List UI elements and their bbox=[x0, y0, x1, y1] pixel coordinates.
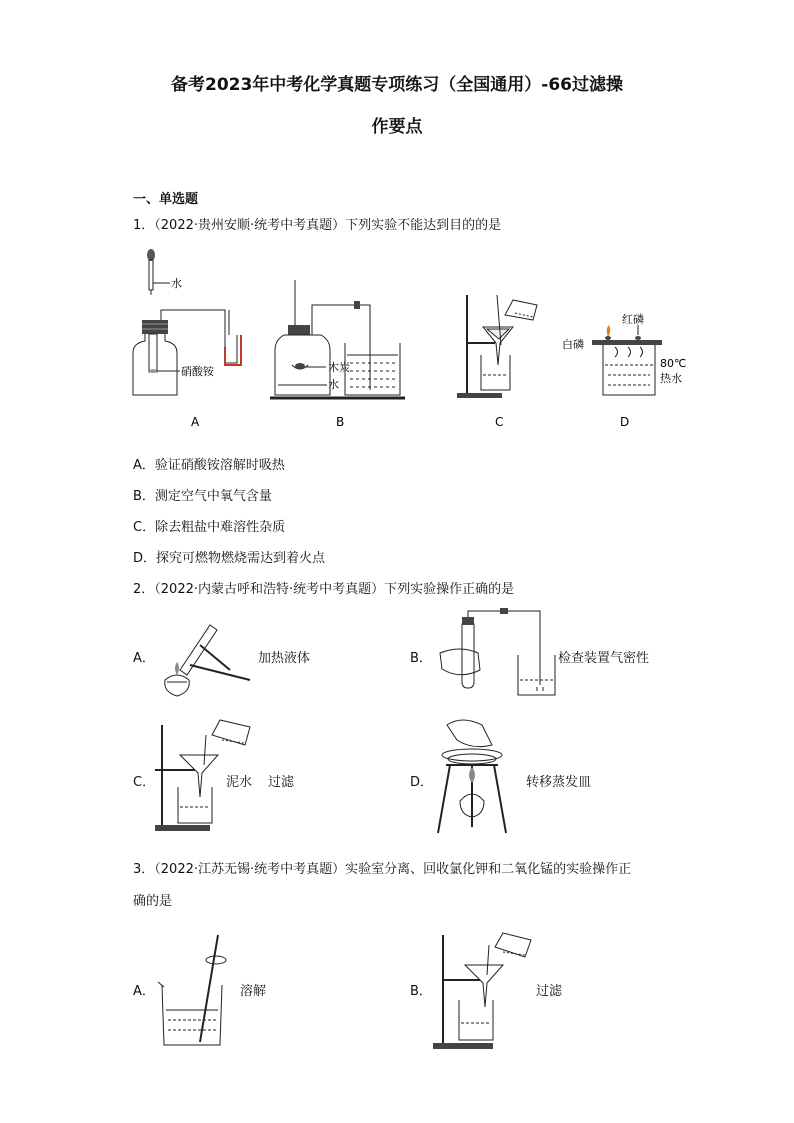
q1-figure-d bbox=[560, 245, 690, 429]
fig-d-caption: D bbox=[620, 415, 630, 429]
q2-stem: 2．（2022·内蒙古呼和浩特·统考中考真题）下列实验操作正确的是 bbox=[133, 582, 515, 597]
q2-figure-a bbox=[155, 610, 265, 700]
q2-figure-d bbox=[432, 715, 522, 835]
q3-stem-line2: 确的是 bbox=[133, 894, 173, 909]
fig-a-water-label: 水 bbox=[171, 277, 182, 290]
q2-option-b-letter: B． bbox=[410, 651, 432, 666]
q1-stem: 1．（2022·贵州安顺·统考中考真题）下列实验不能达到目的的是 bbox=[133, 218, 502, 233]
fig-a-caption: A bbox=[191, 415, 200, 429]
q3-option-b-letter: B． bbox=[410, 984, 432, 999]
fig-b-water-label: 水 bbox=[328, 378, 339, 391]
q3-stem-line1: 3．（2022·江苏无锡·统考中考真题）实验室分离、回收氯化钾和二氧化锰的实验操作正 bbox=[133, 862, 632, 877]
q2-option-b-text: 检查装置气密性 bbox=[558, 651, 650, 666]
q2-option-d-text: 转移蒸发皿 bbox=[526, 775, 592, 790]
fig-b-caption: B bbox=[336, 415, 345, 429]
fig-d-temp-label: 80℃ bbox=[660, 357, 687, 370]
fig-a-salt-label: 硝酸铵 bbox=[181, 365, 214, 378]
q1-figure-a bbox=[125, 245, 255, 429]
fig-d-red-label: 红磷 bbox=[622, 313, 644, 326]
fig-d-white-label: 白磷 bbox=[562, 338, 584, 351]
q2-option-a-text: 加热液体 bbox=[258, 651, 311, 666]
q3-option-a-text: 溶解 bbox=[240, 984, 267, 999]
q1-option-a: A．验证硝酸铵溶解时吸热 bbox=[133, 458, 285, 473]
q1-figure-b bbox=[270, 245, 420, 429]
section-heading: 一、单选题 bbox=[133, 192, 199, 207]
fig-c-caption: C bbox=[495, 415, 504, 429]
q2-figure-b bbox=[430, 605, 570, 695]
q2-option-c-text: 过滤 bbox=[268, 775, 295, 790]
q1-option-d: D．探究可燃物燃烧需达到着火点 bbox=[133, 551, 326, 566]
doc-title-line1: 备考2023年中考化学真题专项练习（全国通用）-66过滤操 bbox=[170, 75, 624, 95]
q2-option-c-label: 泥水 bbox=[226, 775, 253, 790]
q3-option-a-letter: A． bbox=[133, 984, 155, 999]
q2-option-a-letter: A． bbox=[133, 651, 155, 666]
q2-option-d-letter: D． bbox=[410, 775, 434, 790]
q3-figure-b bbox=[425, 925, 545, 1055]
q3-figure-a bbox=[150, 930, 250, 1050]
q1-option-b: B．测定空气中氧气含量 bbox=[133, 489, 272, 504]
q1-figure-c bbox=[455, 245, 545, 429]
q1-option-c: C．除去粗盐中难溶性杂质 bbox=[133, 520, 286, 535]
doc-title-line2: 作要点 bbox=[371, 117, 423, 137]
q3-option-b-text: 过滤 bbox=[536, 984, 563, 999]
fig-d-hot-label: 热水 bbox=[660, 372, 682, 385]
q2-option-c-letter: C． bbox=[133, 775, 156, 790]
fig-b-charcoal-label: 木炭 bbox=[328, 361, 350, 374]
